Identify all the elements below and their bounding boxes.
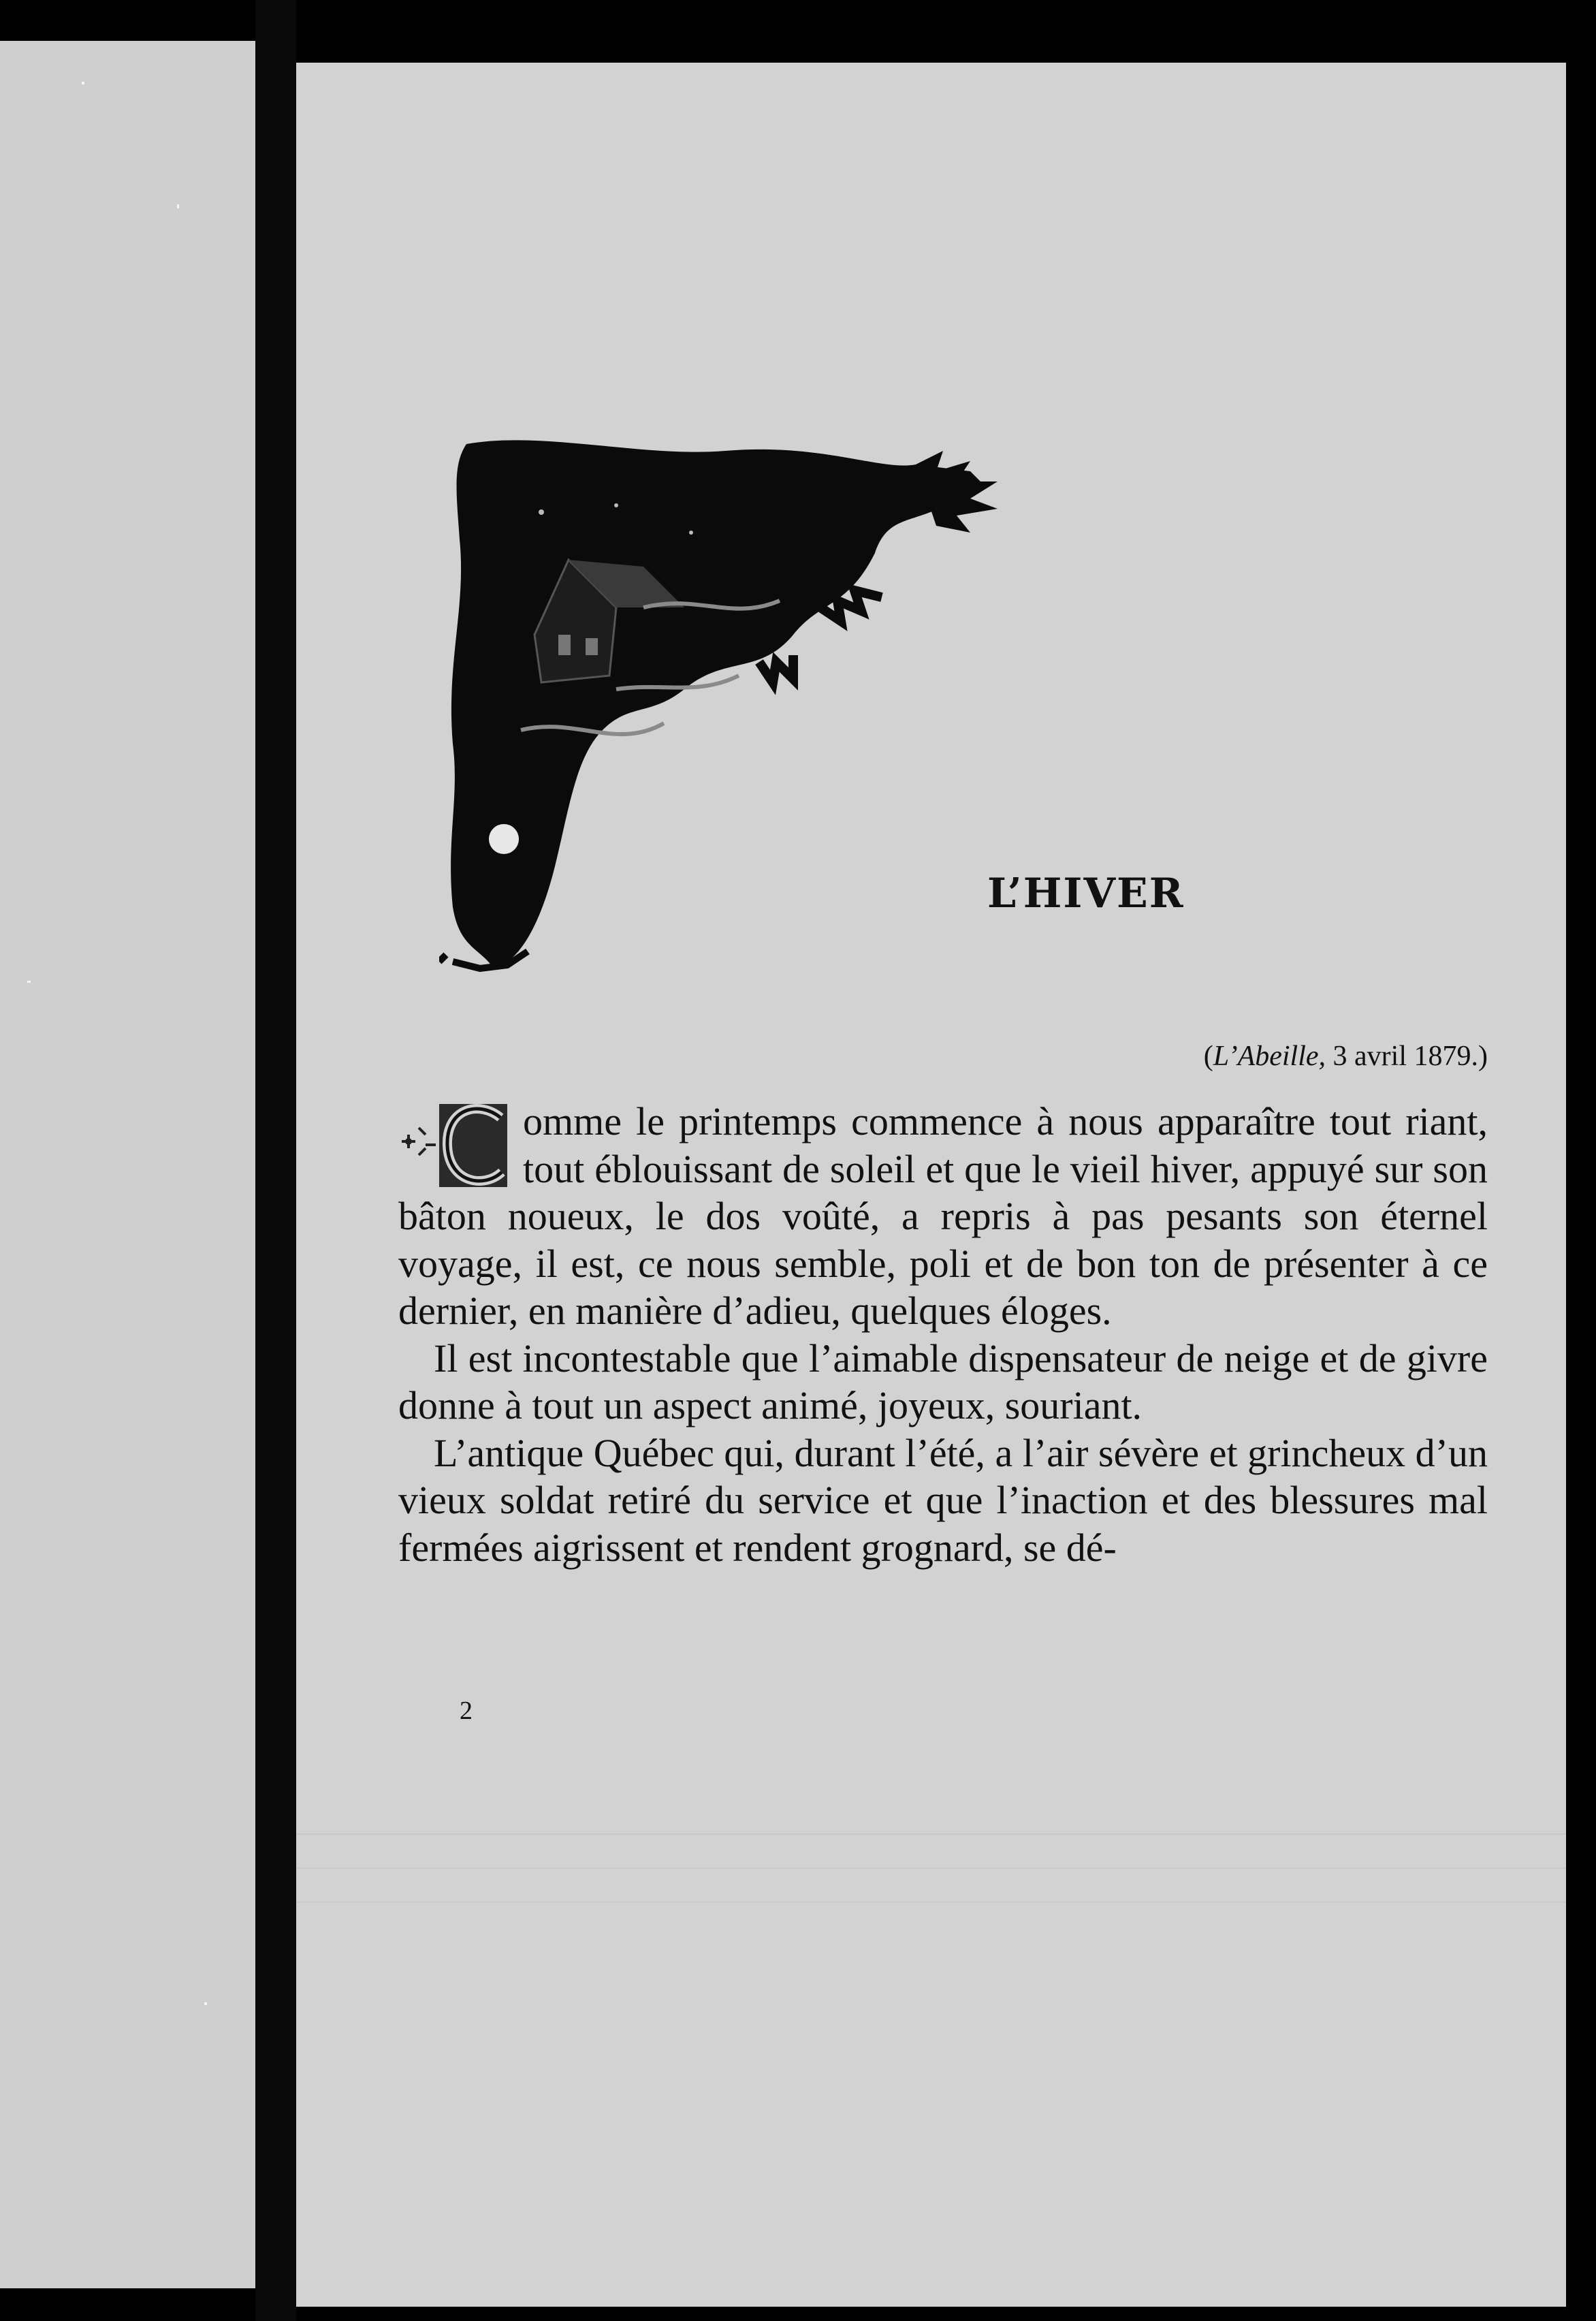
signature-mark: 2 bbox=[460, 1696, 473, 1725]
paragraph-1-text: omme le printemps commence à nous apparaître tout riant, tout éblouissant de soleil et que le vieil hiver, appuyé sur son bâton noueux, le dos voûté, a repris à pas pesants son éternel voyage, il est, ce nous semble, poli et de bon ton de présenter à ce dernier, en manière d’adieu, quelques éloges. bbox=[398, 1099, 1488, 1333]
paragraph-3: L’antique Québec qui, durant l’été, a l’air sévère et grincheux d’un vieux soldat retiré du service et que l’inaction et des blessures mal fermées aigrissent et rendent grognard, se dé- bbox=[398, 1430, 1488, 1570]
book-gutter bbox=[255, 0, 296, 2321]
paragraph-1 bbox=[398, 1098, 1488, 1335]
citation-close: ) bbox=[1478, 1041, 1488, 1072]
publication-name: L’Abeille, bbox=[1213, 1041, 1326, 1072]
decorated-initial-c-icon bbox=[398, 1101, 511, 1190]
article-body bbox=[398, 1098, 1488, 1571]
chapter-title: L’HIVER bbox=[987, 870, 1185, 917]
paragraph-2: Il est incontestable que l’aimable dispensateur de neige et de givre donne à tout un aspect animé, joyeux, souriant. bbox=[398, 1336, 1488, 1427]
facing-page bbox=[0, 41, 255, 2288]
citation-open: ( bbox=[1203, 1041, 1213, 1072]
book-page bbox=[296, 63, 1566, 2307]
source-citation bbox=[1106, 1040, 1488, 1073]
publication-date: 3 avril 1879. bbox=[1326, 1041, 1478, 1072]
